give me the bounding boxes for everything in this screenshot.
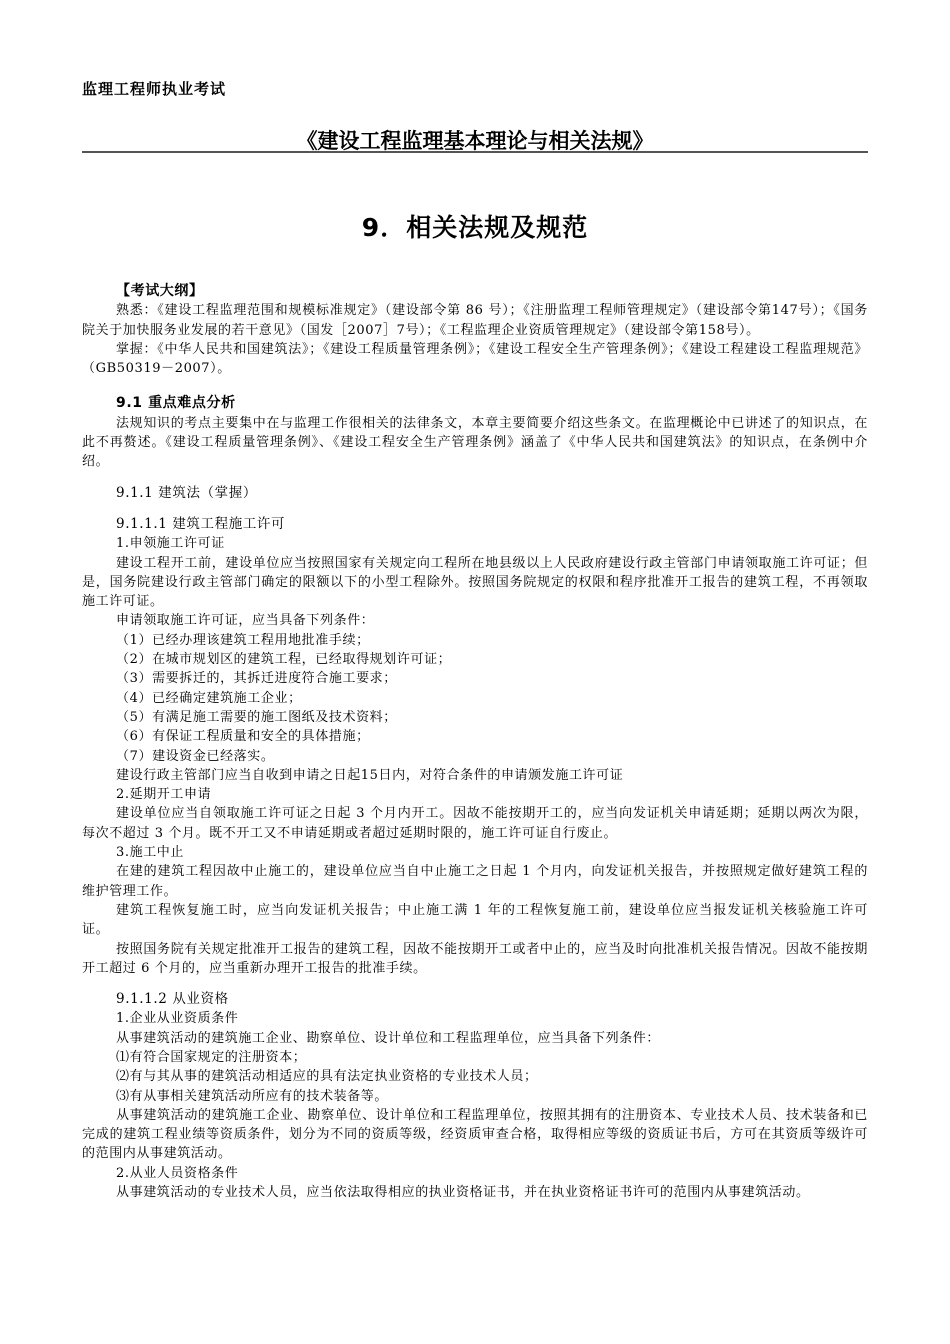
item-title: 1.企业从业资质条件 xyxy=(116,1011,239,1027)
header-divider xyxy=(82,151,868,153)
outline-heading: 【考试大纲】 xyxy=(116,283,204,299)
section-9-1-intro: 法规知识的考点主要集中在与监理工作很相关的法律条文，本章主要简要介绍这些条文。在监理概论中已讲述了的知识点，在此不再赘述。《建设工程质量管理条例》、《建设工程安全生产管理条例》涵盖了《中华人民共和国建筑法》的知识点，在条例中介绍。 xyxy=(82,415,868,470)
paragraph: 从事建筑活动的建筑施工企业、勘察单位、设计单位和工程监理单位，应当具备下列条件： xyxy=(116,1030,661,1046)
section-9-1-heading: 9.1 重点难点分析 xyxy=(116,395,236,412)
book-title: 《建设工程监理基本理论与相关法规》 xyxy=(296,129,654,153)
paragraph: 从事建筑活动的建筑施工企业、勘察单位、设计单位和工程监理单位，按照其拥有的注册资本、专业技术人员、技术装备和已完成的建筑工程业绩等资质条件，划分为不同的资质等级，经资质审查合格，取得相应等级的资质证书后，方可在其资质等级许可的范围内从事建筑活动。 xyxy=(82,1107,868,1162)
list-item: （6）有保证工程质量和安全的具体措施； xyxy=(116,729,370,745)
outline-familiar: 熟悉：《建设工程监理范围和规模标准规定》（建设部令第 86 号）；《注册监理工程师管理规定》（建设部令第147号）；《国务院关于加快服务业发展的若干意见》（国发［2007］7号）；《工程监理企业资质管理规定》（建设部令第158号）。 xyxy=(82,303,868,338)
paragraph: 按照国务院有关规定批准开工报告的建筑工程，因故不能按期开工或者中止的，应当及时向批准机关报告情况。因故不能按期开工超过 6 个月的，应当重新办理开工报告的批准手续。 xyxy=(82,941,868,976)
paragraph: 申请领取施工许可证，应当具备下列条件： xyxy=(116,613,375,629)
item-title: 3.施工中止 xyxy=(116,845,185,861)
document-body xyxy=(82,282,868,1202)
paragraph: 建筑工程恢复施工时，应当向发证机关报告；中止施工满 1 年的工程恢复施工前，建设单位应当报发证机关核验施工许可证。 xyxy=(82,902,868,938)
paragraph: 从事建筑活动的专业技术人员，应当依法取得相应的执业资格证书，并在执业资格证书许可的范围内从事建筑活动。 xyxy=(116,1185,810,1201)
exam-header: 监理工程师执业考试 xyxy=(82,80,227,98)
outline-master: 掌握：《中华人民共和国建筑法》；《建设工程质量管理条例》；《建设工程安全生产管理条例》；《建设工程建设工程监理规范》（GB50319－2007）。 xyxy=(82,341,868,377)
section-9-1-1-heading: 9.1.1 建筑法（掌握） xyxy=(116,484,257,501)
item-title: 2.延期开工申请 xyxy=(116,787,212,803)
list-item: （1）已经办理该建筑工程用地批准手续； xyxy=(116,632,370,648)
paragraph: 建设单位应当自领取施工许可证之日起 3 个月内开工。因故不能按期开工的，应当向发证机关申请延期；延期以两次为限，每次不超过 3 个月。既不开工又不申请延期或者超过延期时限的，施工许可证自行废止。 xyxy=(82,806,868,841)
list-item: （7）建设资金已经落实。 xyxy=(116,748,275,764)
paragraph: 建设工程开工前，建设单位应当按照国家有关规定向工程所在地县级以上人民政府建设行政主管部门申请领取施工许可证；但是，国务院建设行政主管部门确定的限额以下的小型工程除外。按照国务院规定的权限和程序批准开工报告的建筑工程，不再领取施工许可证。 xyxy=(82,555,868,610)
chapter-title: 9．相关法规及规范 xyxy=(361,213,589,242)
item-title: 2.从业人员资格条件 xyxy=(116,1165,239,1181)
list-item: ⑴有符合国家规定的注册资本； xyxy=(116,1049,307,1065)
paragraph: 建设行政主管部门应当自收到申请之日起15日内，对符合条件的申请颁发施工许可证 xyxy=(116,767,624,783)
list-item: （5）有满足施工需要的施工图纸及技术资料； xyxy=(116,709,397,725)
list-item: （3）需要拆迁的，其拆迁进度符合施工要求； xyxy=(116,671,397,687)
section-9-1-1-2-heading: 9.1.1.2 从业资格 xyxy=(116,991,229,1008)
item-title: 1.申领施工许可证 xyxy=(116,536,225,552)
list-item: ⑵有与其从事的建筑活动相适应的具有法定执业资格的专业技术人员； xyxy=(116,1069,538,1085)
list-item: （2）在城市规划区的建筑工程，已经取得规划许可证； xyxy=(116,652,452,668)
list-item: （4）已经确定建筑施工企业； xyxy=(116,690,302,706)
paragraph: 在建的建筑工程因故中止施工的，建设单位应当自中止施工之日起 1 个月内，向发证机关报告，并按照规定做好建筑工程的维护管理工作。 xyxy=(82,864,868,899)
section-9-1-1-1-heading: 9.1.1.1 建筑工程施工许可 xyxy=(116,515,286,532)
list-item: ⑶有从事相关建筑活动所应有的技术装备等。 xyxy=(116,1088,389,1104)
